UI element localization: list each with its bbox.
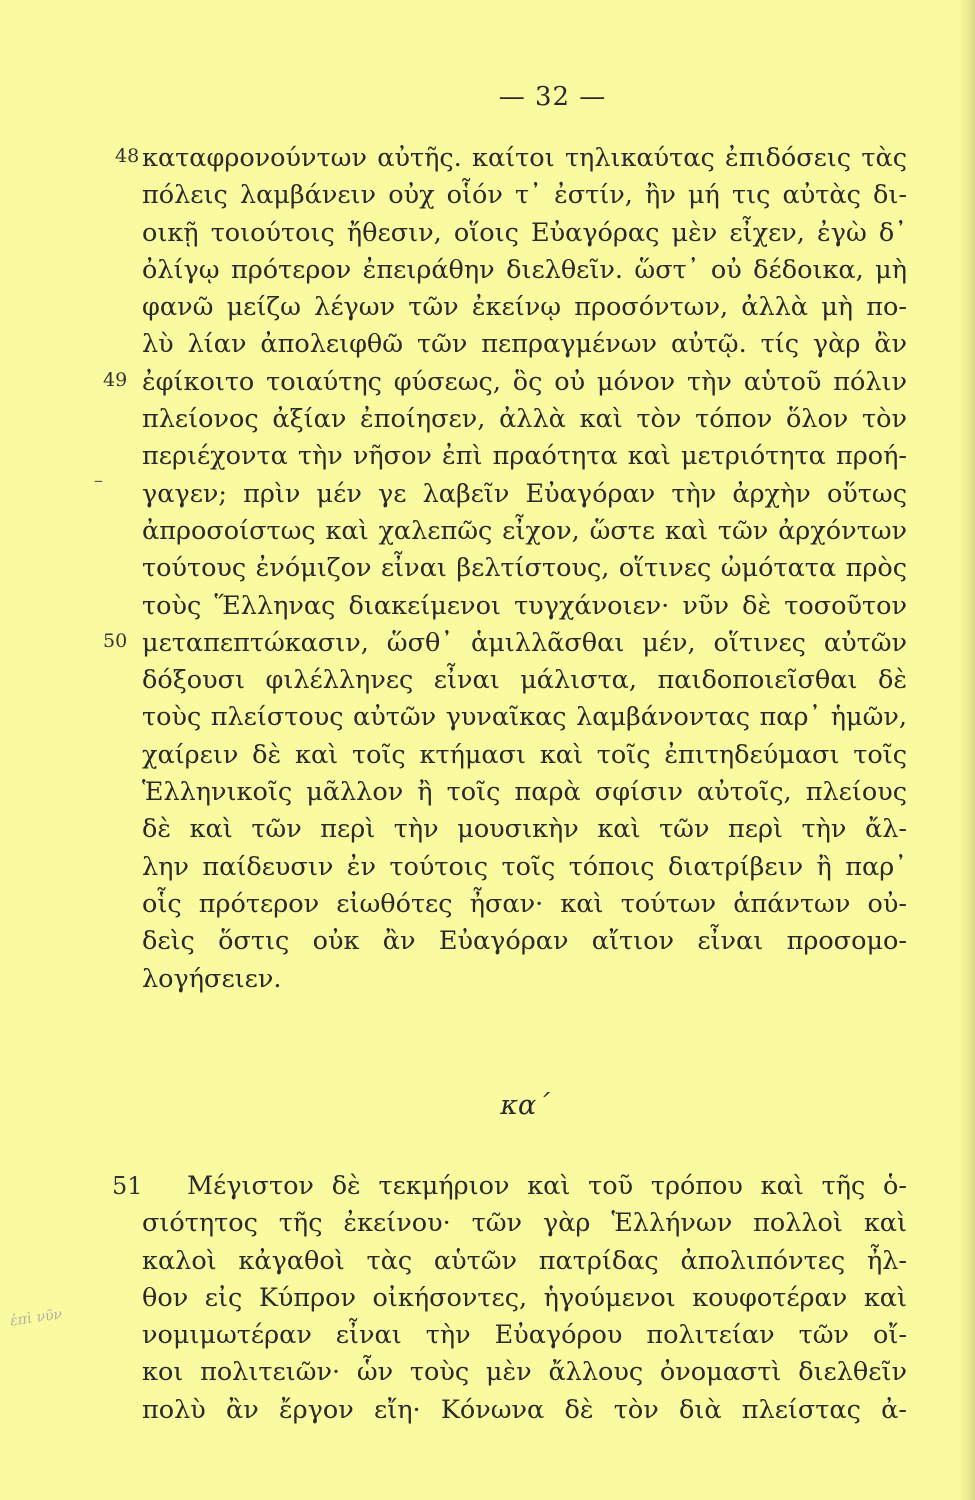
text-line: σιότητος τῆς ἐκείνου· τῶν γὰρ Ἑλλήνων πολλοὶ καὶ (142, 1208, 907, 1239)
page-number: — 32 — (498, 82, 607, 112)
text-line: οικῇ τοιούτοις ἤθεσιν, οἵοις Εὐαγόρας μὲν εἶχεν, ἐγὼ δ᾽ (142, 217, 907, 248)
text-line: κοι πολιτειῶν· ὧν τοὺς μὲν ἄλλους ὀνομαστὶ διελθεῖν (142, 1357, 907, 1388)
text-line: δεὶς ὅστις οὐκ ἂν Εὐαγόραν αἴτιον εἶναι προσομο- (142, 926, 907, 957)
text-line: τοὺς Ἕλληνας διακείμενοι τυγχάνοιεν· νῦν δὲ τοσοῦτον (142, 590, 907, 621)
text-line: πόλεις λαμβάνειν οὐχ οἷόν τ᾽ ἐστίν, ἢν μή τις αὐτὰς δι- (142, 180, 907, 211)
text-line: χαίρειν δὲ καὶ τοῖς κτήμασι καὶ τοῖς ἐπιτηδεύμασι τοῖς (142, 739, 907, 770)
text-line: μεταπεπτώκασιν, ὥσθ᾽ ἁμιλλᾶσθαι μέν, οἵτινες αὐτῶν (142, 627, 907, 658)
text-line: λην παίδευσιν ἐν τούτοις τοῖς τόποις διατρίβειν ἢ παρ᾽ (142, 851, 907, 882)
pencil-margin-note: ἐπὶ νῦν (9, 1306, 64, 1330)
text-line: πολὺ ἂν ἔργον εἴη· Κόνωνα δὲ τὸν διὰ πλείστας ἀ- (142, 1394, 907, 1425)
page-edge (961, 0, 975, 1500)
text-line: λογήσειεν. (142, 963, 282, 994)
text-line: γαγεν; πρὶν μέν γε λαβεῖν Εὐαγόραν τὴν ἀρχὴν οὕτως (142, 478, 907, 509)
text-line: Μέγιστον δὲ τεκμήριον καὶ τοῦ τρόπου καὶ τῆς ὁ- (187, 1171, 907, 1201)
text-line: καταφρονούντων αὐτῆς. καίτοι τηλικαύτας ἐπιδόσεις τὰς (142, 143, 907, 173)
text-line: λὺ λίαν ἀπολειφθῶ τῶν πεπραγμένων αὐτῷ. τίς γὰρ ἂν (142, 329, 907, 360)
text-line: φανῶ μείζω λέγων τῶν ἐκείνῳ προσόντων, ἀλλὰ μὴ πο- (142, 292, 907, 323)
paragraph-2 (142, 1168, 907, 1429)
margin-dash-mark: – (94, 470, 103, 491)
text-line: ὀλίγῳ πρότερον ἐπειράθην διελθεῖν. ὥστ᾽ οὐ δέδοικα, μὴ (142, 254, 907, 285)
paragraph-1 (142, 140, 907, 998)
text-line: δὲ καὶ τῶν περὶ τὴν μουσικὴν καὶ τῶν περὶ τὴν ἄλ- (142, 814, 907, 845)
text-line: οἷς πρότερον εἰωθότες ἦσαν· καὶ τούτων ἁπάντων οὐ- (142, 888, 907, 919)
section-number-51: 51 (112, 1172, 143, 1200)
text-line: νομιμωτέραν εἶναι τὴν Εὐαγόρου πολιτείαν τῶν οἴ- (142, 1320, 907, 1351)
text-line: δόξουσι φιλέλληνες εἶναι μάλιστα, παιδοποιεῖσθαι δὲ (142, 665, 907, 696)
text-line: πλείονος ἀξίαν ἐποίησεν, ἀλλὰ καὶ τὸν τόπον ὅλον τὸν (142, 404, 907, 435)
section-number-50: 50 (103, 630, 128, 652)
text-line: τοὺς πλείστους αὐτῶν γυναῖκας λαμβάνοντας παρ᾽ ἡμῶν, (142, 702, 907, 733)
section-number-49: 49 (103, 369, 128, 391)
text-line: ἐφίκοιτο τοιαύτης φύσεως, ὃς οὐ μόνον τὴν αὑτοῦ πόλιν (142, 366, 907, 397)
text-line: θον εἰς Κύπρον οἰκήσοντες, ἡγούμενοι κουφοτέραν καὶ (142, 1282, 907, 1313)
text-line: ἀπροσοίστως καὶ χαλεπῶς εἶχον, ὥστε καὶ τῶν ἀρχόντων (142, 515, 907, 546)
section-marker: κα΄ (500, 1090, 550, 1121)
text-line: περιέχοντα τὴν νῆσον ἐπὶ πραότητα καὶ μετριότητα προή- (142, 441, 907, 472)
text-line: τούτους ἐνόμιζον εἶναι βελτίστους, οἵτινες ὠμότατα πρὸς (142, 553, 907, 584)
text-line: Ἑλληνικοῖς μᾶλλον ἢ τοῖς παρὰ σφίσιν αὐτοῖς, πλείους (142, 777, 907, 808)
text-line: καλοὶ κἀγαθοὶ τὰς αὑτῶν πατρίδας ἀπολιπόντες ἦλ- (142, 1245, 907, 1276)
section-number-48: 48 (115, 145, 140, 167)
